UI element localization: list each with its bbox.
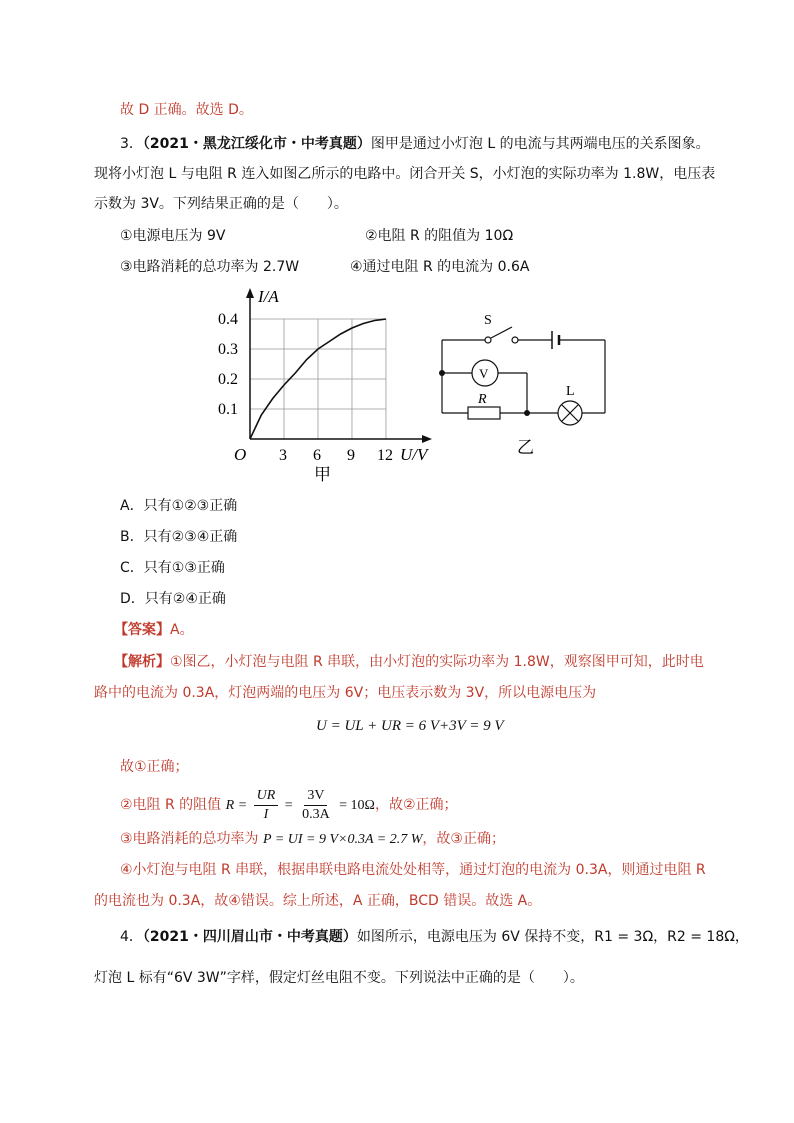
x-tick-label-6: 6 [312,447,321,464]
q4-text1: 如图所示，电源电压为 6V 保持不变，R1 = 3Ω，R2 = 18Ω， [356,929,749,945]
switch-lever [491,327,512,338]
y-axis-arrow [246,288,254,298]
fraction-i-denominator: I [263,806,269,822]
power-suffix: ，故③正确； [422,831,505,847]
fraction-ur-over-i [254,787,279,824]
y-axis-label: I/A [258,287,279,306]
y-tick-label-0.1: 0.1 [218,401,238,418]
option-a: A．只有①②③正确 [120,498,238,514]
fraction-ur-numerator: UR [254,787,279,806]
power-line [120,829,505,850]
y-tick-label-0.3: 0.3 [218,341,238,358]
y-tick-label-0.2: 0.2 [218,371,238,388]
answer-value: A。 [170,622,194,638]
analysis-line2: 路中的电流为 0.3A，灯泡两端的电压为 6V；电压表示数为 3V，所以电源电压为 [94,685,597,701]
q3-stem-line1 [120,134,710,154]
answer-line [114,620,194,640]
resistance-suffix: ，故②正确； [374,797,458,813]
conclusion-1: 故①正确； [120,759,189,775]
power-formula: P = UI = 9 V×0.3A = 2.7 W [263,832,423,847]
q4-number: 4． [120,929,143,945]
answer-label: 【答案】 [114,622,170,638]
x-axis-label: U/V [400,445,428,464]
q3-number: 3． [120,136,143,152]
q3-stem-line3: 示数为 3V。下列结果正确的是（ ）。 [94,196,348,212]
analysis-label: 【解析】 [114,654,170,670]
switch-contact-left [485,337,491,343]
fraction-03a-denominator: 0.3A [302,806,330,822]
fraction-3v-numerator: 3V [304,787,327,806]
figure-jia-graph [210,284,440,484]
voltmeter-label: V [479,366,489,381]
figure-yi-circuit [430,305,620,460]
analysis-line4b: 的电流也为 0.3A，故④错误。综上所述，A 正确，BCD 错误。故选 A。 [94,893,542,909]
equation-source-voltage: U = UL + UR = 6 V+3V = 9 V [316,718,504,734]
statement-3: ③电路消耗的总功率为 2.7W [120,259,300,275]
analysis-line1 [114,652,704,672]
q3-source: （2021・黑龙江绥化市・中考真题） [142,136,371,152]
figure-jia-caption: 甲 [314,465,331,484]
resistance-result: = 10Ω [339,798,375,813]
resistance-line [120,786,458,825]
resistance-prefix: ②电阻 R 的阻值 [120,797,222,813]
q4-line1 [120,927,749,947]
q3-stem-text1: 图甲是通过小灯泡 L 的电流与其两端电压的关系图象。 [370,136,710,152]
resistor-label: R [478,392,487,407]
resistor [468,407,500,419]
statement-4: ④通过电阻 R 的电流为 0.6A [350,259,530,275]
switch-contact-right [512,337,518,343]
statement-2: ②电阻 R 的阻值为 10Ω [365,228,514,244]
option-c: C．只有①③正确 [120,560,225,576]
q3-stem-line2: 现将小灯泡 L 与电阻 R 连入如图乙所示的电路中。闭合开关 S，小灯泡的实际功率为 1.8W，电压表 [94,166,716,182]
q4-line2: 灯泡 L 标有“6V 3W”字样，假定灯丝电阻不变。下列说法中正确的是（ ）。 [94,970,584,986]
chart-ticks [218,311,393,464]
fraction-3v-over-03a [299,787,333,824]
x-tick-label-9: 9 [346,447,355,464]
switch-label: S [484,313,492,328]
analysis-text1: ①图乙，小灯泡与电阻 R 串联，由小灯泡的实际功率为 1.8W，观察图甲可知，此时电 [170,654,704,670]
option-d: D．只有②④正确 [120,591,226,607]
figure-yi-caption: 乙 [517,438,534,457]
y-tick-label-0.4: 0.4 [218,311,238,328]
statement-1: ①电源电压为 9V [120,228,226,244]
x-tick-label-3: 3 [278,447,287,464]
x-tick-label-12: 12 [376,447,393,464]
option-b: B．只有②③④正确 [120,529,238,545]
origin-label: O [234,445,247,464]
resistance-symbol: R = [225,798,248,813]
q4-source: （2021・四川眉山市・中考真题） [142,929,357,945]
equals-sign: = [284,798,293,813]
lamp-label: L [566,384,575,399]
prev-conclusion: 故 D 正确。故选 D。 [120,102,253,118]
chart-grid [250,319,386,439]
power-prefix: ③电路消耗的总功率为 [120,831,259,847]
analysis-line4a: ④小灯泡与电阻 R 串联，根据串联电路电流处处相等，通过灯泡的电流为 0.3A，则通过电阻 R [120,862,706,878]
